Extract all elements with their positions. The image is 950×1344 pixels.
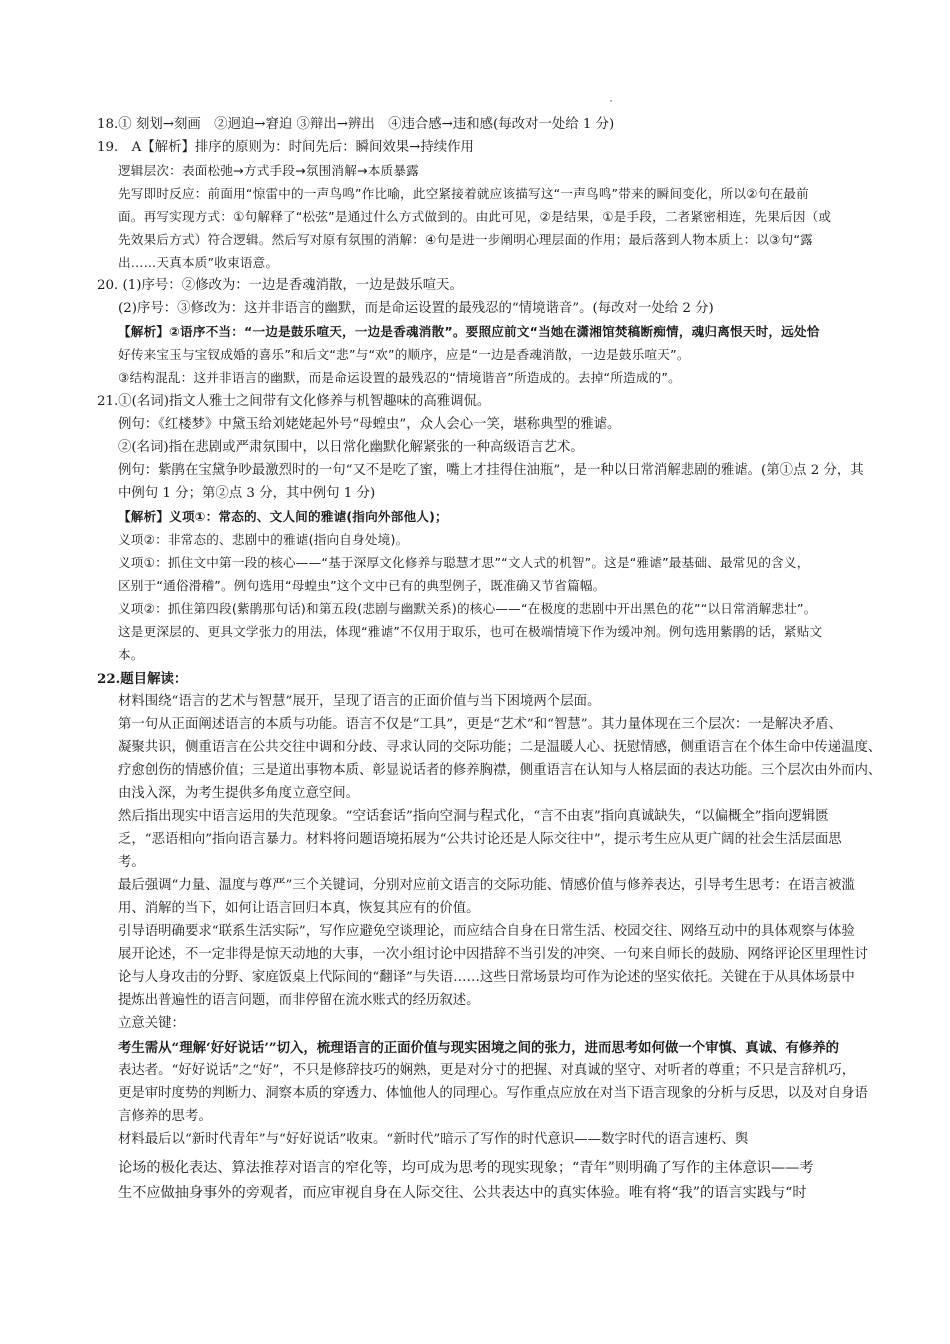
paragraph-line: 第一句从正面阐述语言的本质与功能。语言不仅是“工具”，更是“艺术”和“智慧”。其力量体现在三个层次：一是解决矛盾、 [118,717,842,732]
answer-20-1: 20. (1)序号：②修改为：一边是香魂消散，一边是鼓乐喧天。 [97,278,463,293]
answer-21-1: 21.①(名词)指文人雅士之间带有文化修养与机智趣味的高雅调侃。 [97,394,491,409]
paragraph-line: 生不应做抽身事外的旁观者，而应审视自身在人际交往、公共表达中的真实体验。唯有将“我”的语言实践与“时 [118,1185,807,1201]
answer-21-score: 中例句 1 分；第②点 3 分，其中例句 1 分) [118,486,376,501]
paragraph-line: 立意关键： [118,1016,185,1031]
answer-18: 18.① 刻划→刻画 ②迥迫→窘迫 ③辩出→辨出 ④违合感→违和感(每改对一处给 1 分) [97,117,615,132]
paragraph-line: 提炼出普遍性的语言问题，而非停留在流水账式的经历叙述。 [118,993,480,1008]
answer-21-analysis: 本。 [118,647,144,662]
answer-20-analysis: 【解析】②语序不当：“一边是鼓乐喧天，一边是香魂消散”。要照应前文“当她在潇湘馆焚稿断痴情，魂归离恨天时，远处恰 [118,324,820,339]
paragraph-line: 引导语明确要求“联系生活实际”，写作应避免空谈理论，而应结合自身在日常生活、校园交往、网络互动中的具体观察与体验 [118,924,855,939]
paragraph-line: 疗愈创伤的情感价值；三是道出事物本质、彰显说话者的修养胸襟，侧重语言在认知与人格层面的表达功能。三个层次由外而内、 [118,763,882,778]
answer-21-example: 例句：紫鹃在宝黛争吵最激烈时的一句“又不是吃了蜜，嘴上才挂得住油瓶”，是一种以日常消解悲剧的雅谑。(第①点 2 分，其 [118,463,864,478]
paragraph-line: 最后强调“力量、温度与尊严”三个关键词，分别对应前文语言的交际功能、情感价值与修养表达，引导考生思考：在语言被滥 [118,878,855,893]
answer-21-analysis: 义项②：抓住第四段(紫鹃那句话)和第五段(悲剧与幽默关系)的核心——“在极度的悲剧中开出黑色的花”“以日常消解悲壮”。 [118,601,817,616]
section-heading: 22.题目解读： [97,671,188,687]
answer-21-analysis: 区别于“通俗滑稽”。例句选用“母蝗虫”这个文中已有的典型例子，既准确又节省篇幅。 [118,578,606,593]
section-heading: 考生需从“理解‘好好说话’”切入，梳理语言的正面价值与现实困境之间的张力，进而思考如何做一个审慎、真诚、有修养的 [118,1040,840,1056]
answer-19-line: 先效果后方式）符合逻辑。然后写对原有氛围的消解：④句是进一步阐明心理层面的作用；最后落到人物本质上：以③句“露 [118,232,813,247]
answer-19-line: 先写即时反应：前面用“惊雷中的一声鸟鸣”作比喻，此空紧接着就应该描写这“一声鸟鸣”带来的瞬间变化，所以②句在最前 [118,186,809,201]
answer-19-line: 逻辑层次：表面松弛→方式手段→氛围消解→本质暴露 [118,163,419,178]
paragraph-line: 材料最后以“新时代青年”与“好好说话”收束。“新时代”暗示了写作的时代意识——数字时代的语言速朽、舆 [118,1132,749,1147]
paragraph-line: 表达者。“好好说话”之“好”，不只是修辞技巧的娴熟，更是对分寸的把握、对真诚的坚守、对听者的尊重；不只是言辞机巧， [118,1063,856,1078]
answer-21-2: ②(名词)指在悲剧或严肃氛围中，以日常化幽默化解紧张的一种高级语言艺术。 [118,440,584,455]
paragraph-line: 由浅入深，为考生提供多角度立意空间。 [118,786,360,801]
paragraph-line: 用、消解的当下，如何让语言回归本真，恢复其应有的价值。 [118,901,480,916]
answer-21-analysis: 【解析】义项①：常态的、文人间的雅谑(指向外部他人)； [118,509,448,524]
answer-20-analysis: 好传来宝玉与宝钗成婚的喜乐”和后文“悲”与“欢”的顺序，应是“一边是香魂消散，一边是鼓乐喧天”。 [118,347,690,362]
paragraph-line: 展开论述，不一定非得是惊天动地的大事，一次小组讨论中因措辞不当引发的冲突、一句来自师长的鼓励、网络评论区里理性讨 [118,947,868,962]
answer-21-example: 例句：《红楼梦》中黛玉给刘姥姥起外号“母蝗虫”，众人会心一笑，堪称典型的雅谑。 [118,417,621,432]
answer-19-head: 19. A【解析】排序的原则为：时间先后：瞬间效果→持续作用 [97,140,474,155]
paragraph-line: 论与人身攻击的分野、家庭饭桌上代际间的“翻译”与失语……这些日常场景均可作为论述的坚实依托。关键在于从具体场景中 [118,970,855,985]
paragraph-line: 材料围绕“语言的艺术与智慧”展开，呈现了语言的正面价值与当下困境两个层面。 [118,694,601,709]
answer-21-analysis: 义项①：抓住文中第一段的核心——“基于深厚文化修养与聪慧才思”“文人式的机智”。这是“雅谑”最基础、最常见的含义， [118,555,810,570]
answer-21-analysis: 义项②：非常态的、悲剧中的雅谑(指向自身处境)。 [118,532,409,547]
scan-speck [610,100,612,102]
answer-19-line: 面。再写实现方式：①句解释了“松弦”是通过什么方式做到的。由此可见，②是结果，①是手段，二者紧密相连，先果后因（或 [118,209,832,224]
paragraph-line: 乏，“恶语相向”指向语言暴力。材料将问题语境拓展为“公共讨论还是人际交往中”，提示考生应从更广阔的社会生活层面思 [118,832,842,847]
answer-20-2: (2)序号：③修改为：这并非语言的幽默，而是命运设置的最残忍的“情境谐音”。(每改对一处给 2 分) [118,301,714,316]
answer-20-analysis: ③结构混乱：这并非语言的幽默，而是命运设置的最残忍的“情境谐音”所造成的。去掉“所造成的”。 [118,370,681,385]
answer-21-analysis: 这是更深层的、更具文学张力的用法，体现“雅谑”不仅用于取乐，也可在极端情境下作为缓冲剂。例句选用紫鹃的话，紧贴文 [118,624,823,639]
answer-19-line: 出……天真本质”收束语意。 [118,255,279,270]
paragraph-line: 然后指出现实中语言运用的失范现象。“空话套话”指向空洞与程式化，“言不由衷”指向真诚缺失，“以偏概全”指向逻辑匮 [118,809,829,824]
paragraph-line: 凝聚共识，侧重语言在公共交往中调和分歧、寻求认同的交际功能；二是温暖人心、抚慰情感，侧重语言在个体生命中传递温度、 [118,740,882,755]
paragraph-line: 言修养的思考。 [118,1109,212,1124]
paragraph-line: 论场的极化表达、算法推荐对语言的窄化等，均可成为思考的现实现象；“青年”则明确了写作的主体意识——考 [118,1160,814,1176]
paragraph-line: 考。 [118,855,145,870]
paragraph-line: 更是审时度势的判断力、洞察本质的穿透力、体恤他人的同理心。写作重点应放在对当下语言现象的分析与反思，以及对自身语 [118,1086,868,1101]
